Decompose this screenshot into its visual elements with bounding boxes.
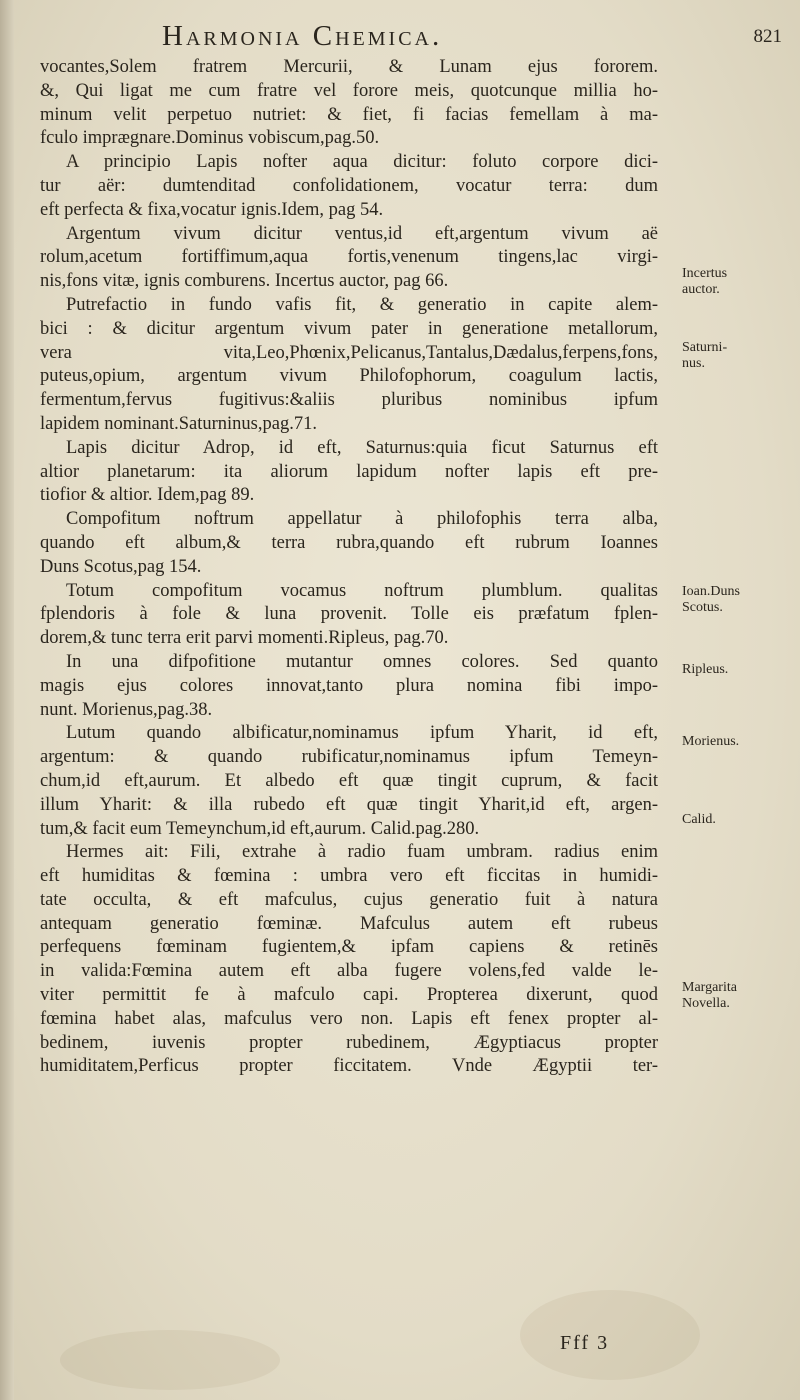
paper-stain xyxy=(60,1330,280,1390)
text-line: eft perfecta & fixa,vocatur ignis.Idem, pag 54. xyxy=(40,199,384,220)
text-line: Lapis dicitur Adrop, id eft, Saturnus:quia ficut Saturnus eft xyxy=(66,437,658,458)
margin-note-saturninus: Saturni- nus. xyxy=(682,340,728,371)
text-line: in valida:Fœmina autem eft alba fugere volens,fed valde le- xyxy=(40,961,658,982)
margin-note-morienus: Morienus. xyxy=(682,734,740,749)
running-header xyxy=(162,20,782,54)
text-line: illum Yharit: & illa rubedo eft quæ tingit Yharit,id eft, argen- xyxy=(40,794,658,815)
text-line: Hermes ait: Fili, extrahe à radio fuam umbram. radius enim xyxy=(66,842,658,863)
text-line: bedinem, iuvenis propter rubedinem, Ægyptiacus propter xyxy=(40,1032,658,1053)
text-line: tiofior & altior. Idem,pag 89. xyxy=(40,485,255,506)
text-line: antequam generatio fœminæ. Mafculus autem eft rubeus xyxy=(40,913,658,934)
text-line: puteus,opium, argentum vivum Philofophorum, coagulum lactis, xyxy=(40,366,658,387)
text-line: altior planetarum: ita aliorum lapidum nofter lapis eft pre- xyxy=(40,461,658,482)
text-line: chum,id eft,aurum. Et albedo eft quæ tingit cuprum, & facit xyxy=(40,770,658,791)
running-title: Harmonia Chemica. xyxy=(162,20,443,52)
text-line: rolum,acetum fortiffimum,aqua fortis,venenum tingens,lac virgi- xyxy=(40,247,658,268)
text-line: tum,& facit eum Temeynchum,id eft,aurum. Calid.pag.280. xyxy=(40,818,480,839)
text-line: dorem,& tunc terra erit parvi momenti.Ripleus, pag.70. xyxy=(40,628,449,649)
text-line: fplendoris à fole & luna provenit. Tolle eis præfatum fplen- xyxy=(40,604,658,625)
text-line: nis,fons vitæ, ignis comburens. Incertus auctor, pag 66. xyxy=(40,271,449,292)
page-number: 821 xyxy=(753,26,782,47)
text-line: Totum compofitum vocamus noftrum plumblum. qualitas xyxy=(66,580,658,601)
margin-note-incertus-auctor: Incertus auctor. xyxy=(682,266,728,297)
text-line: quando eft album,& terra rubra,quando eft rubrum Ioannes xyxy=(40,532,658,553)
signature-mark: Fff 3 xyxy=(560,1332,610,1354)
margin-note-duns-scotus: Ioan.Duns Scotus. xyxy=(682,584,740,615)
text-line: &, Qui ligat me cum fratre vel forore meis, quotcunque millia ho- xyxy=(40,80,658,101)
text-line: A principio Lapis nofter aqua dicitur: foluto corpore dici- xyxy=(66,152,658,173)
text-line: fermentum,fervus fugitivus:&aliis pluribus nominibus ipfum xyxy=(40,390,658,411)
text-line: humiditatem,Perficus propter ficcitatem. Vnde Ægyptii ter- xyxy=(40,1056,658,1077)
text-line: fculo imprægnare.Dominus vobiscum,pag.50. xyxy=(40,128,380,149)
text-line: Putrefactio in fundo vafis fit, & generatio in capite alem- xyxy=(66,294,658,315)
text-line: nunt. Morienus,pag.38. xyxy=(40,699,213,720)
body-text xyxy=(40,56,658,1079)
text-line: perfequens fœminam fugientem,& ipfam capiens & retinēs xyxy=(40,937,658,958)
text-line: vera vita,Leo,Phœnix,Pelicanus,Tantalus,Dædalus,ferpens,fons, xyxy=(40,342,658,363)
text-line: Lutum quando albificatur,nominamus ipfum Yharit, id eft, xyxy=(66,723,658,744)
text-line: tate occulta, & eft mafculus, cujus generatio fuit à natura xyxy=(40,889,658,910)
margin-note-ripleus: Ripleus. xyxy=(682,662,729,677)
text-line: vocantes,Solem fratrem Mercurii, & Lunam ejus fororem. xyxy=(40,57,658,77)
text-line: magis ejus colores innovat,tanto plura nomina fibi impo- xyxy=(40,675,658,696)
text-line: bici : & dicitur argentum vivum pater in generatione metallorum, xyxy=(40,318,658,339)
text-line: Argentum vivum dicitur ventus,id eft,argentum vivum aë xyxy=(66,223,658,244)
text-line: fœmina habet alas, mafculus vero non. Lapis eft fenex propter al- xyxy=(40,1008,658,1029)
text-line: lapidem nominant.Saturninus,pag.71. xyxy=(40,413,317,434)
text-line: minum velit perpetuo nutriet: & fiet, fi facias femellam à ma- xyxy=(40,104,658,125)
text-line: Compofitum noftrum appellatur à philofophis terra alba, xyxy=(66,509,658,530)
text-line: eft humiditas & fœmina : umbra vero eft ficcitas in humidi- xyxy=(40,866,658,887)
text-line: tur aër: dumtenditad confolidationem, vocatur terra: dum xyxy=(40,175,658,196)
paper-stain xyxy=(520,1290,700,1380)
text-line: viter permittit fe à mafculo capi. Propterea dixerunt, quod xyxy=(40,985,658,1006)
margin-note-margarita-novella: Margarita Novella. xyxy=(682,980,737,1011)
text-line: In una difpofitione mutantur omnes colores. Sed quanto xyxy=(66,651,658,672)
page-gutter xyxy=(0,0,14,1400)
margin-note-calid: Calid. xyxy=(682,812,716,827)
text-line: argentum: & quando rubificatur,nominamus ipfum Temeyn- xyxy=(40,747,658,768)
text-line: Duns Scotus,pag 154. xyxy=(40,556,202,577)
